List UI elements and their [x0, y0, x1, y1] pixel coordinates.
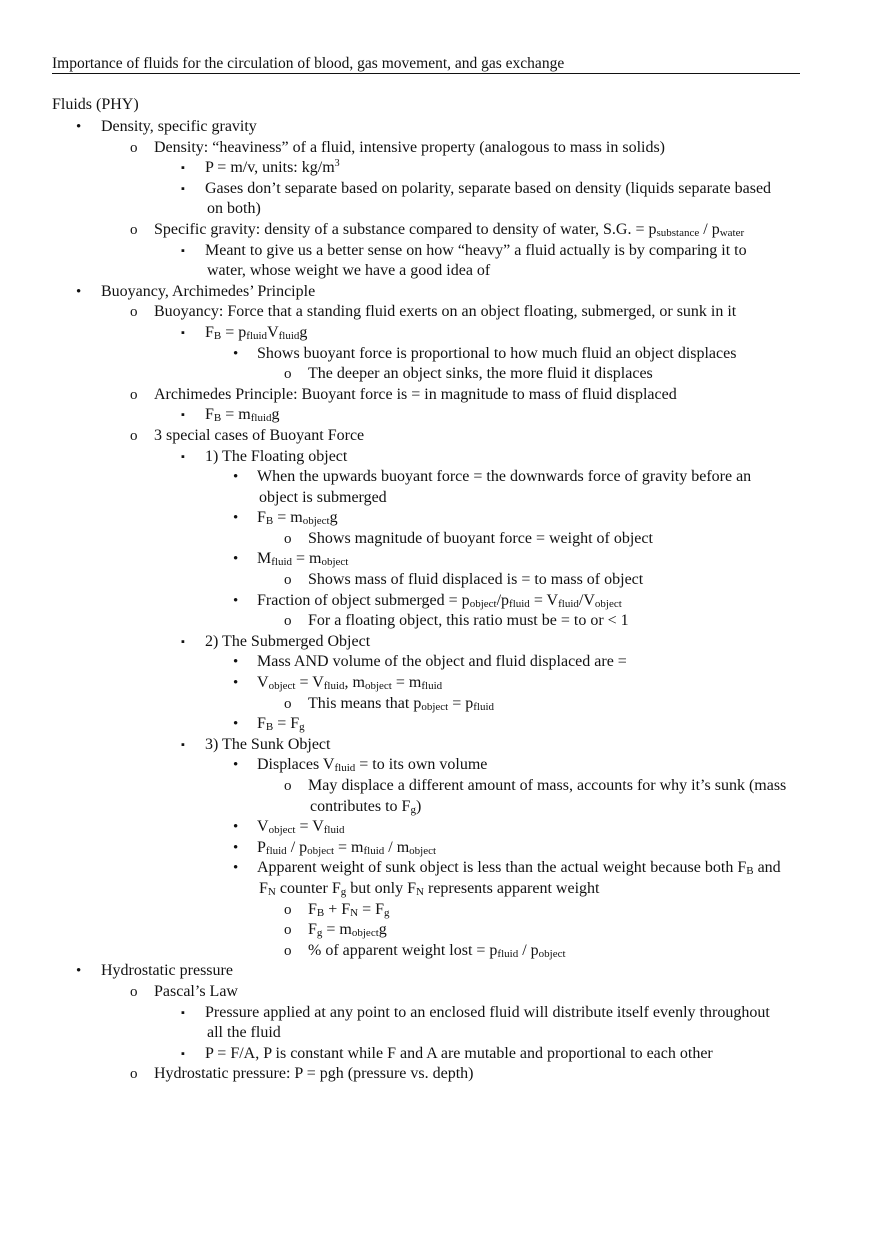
section-heading: Fluids (PHY) — [52, 96, 139, 113]
circle-marker: o — [130, 983, 138, 1000]
list-item: • $F_B = F_g$ — [233, 715, 305, 734]
bullet-marker: • — [233, 654, 239, 671]
list-item: o Archimedes Principle: Buoyant force is = in magnitude to mass of fluid displaced — [0, 385, 880, 406]
list-item: o Specific gravity: density of a substance compared to density of water, S.G. = $p_{substance} / p_{water}$ — [130, 220, 745, 239]
list-item: • $V_{object} = V_{fluid}$ — [233, 818, 345, 837]
list-item: • $F_B = m_{object}g$ — [233, 509, 338, 528]
bullet-marker: • — [233, 860, 239, 877]
list-item: • When the upwards buoyant force = the downwards force of gravity before an object is submerged — [233, 468, 752, 506]
list-item: • Mass AND volume of the object and fluid displaced are = — [0, 652, 880, 673]
circle-marker: o — [130, 139, 138, 156]
bullet-marker: • — [233, 510, 239, 527]
list-item: o Density: “heaviness” of a fluid, intensive property (analogous to mass in solids) — [0, 138, 880, 159]
list-item: ▪ Pressure applied at any point to an enclosed fluid will distribute itself evenly throughout all the fluid — [181, 1003, 770, 1042]
page-title: Importance of fluids for the circulation of blood, gas movement, and gas exchange — [52, 55, 800, 74]
list-item: o For a floating object, this ratio must be = to or < 1 — [0, 611, 880, 632]
bullet-marker: • — [76, 963, 82, 980]
bullet-marker: • — [76, 283, 82, 300]
list-item: ▪ $F_B = m_{fluid}g$ — [181, 406, 280, 425]
circle-marker: o — [130, 427, 138, 444]
bullet-marker: • — [233, 592, 239, 609]
square-marker: ▪ — [181, 1047, 185, 1060]
square-marker: ▪ — [181, 409, 185, 422]
list-item: ▪ 3) The Sunk Object — [0, 735, 880, 756]
circle-marker: o — [284, 901, 292, 918]
list-item: o $F_g = m_{object}g$ — [284, 921, 387, 940]
list-item: o % of apparent weight lost = $p_{fluid} / p_{object}$ — [284, 941, 566, 960]
list-item: o Shows magnitude of buoyant force = weight of object — [0, 529, 880, 550]
list-item: • Apparent weight of sunk object is less than the actual weight because both $F_B$ and $F_N$ counter $F_g$ but only $F_N$ represents apparent weight — [233, 859, 781, 898]
list-item: ▪ $F_B = p_{fluid}V_{fluid}g$ — [181, 323, 308, 342]
bullet-marker: • — [76, 119, 82, 135]
circle-marker: o — [130, 304, 138, 321]
list-item: o 3 special cases of Buoyant Force — [0, 426, 880, 447]
circle-marker: o — [130, 221, 138, 238]
square-marker: ▪ — [181, 738, 185, 751]
list-item: o The deeper an object sinks, the more fluid it displaces — [0, 364, 880, 385]
bullet-marker: • — [233, 675, 239, 692]
outline-list — [0, 117, 880, 1085]
square-marker: ▪ — [181, 450, 185, 463]
list-item: • Displaces $V_{fluid}$ = to its own volume — [233, 756, 488, 775]
list-item: • Hydrostatic pressure — [0, 961, 880, 982]
list-item: • Fraction of object submerged = $p_{object}/p_{fluid} = V_{fluid}/V_{object}$ — [233, 591, 622, 610]
bullet-marker: • — [233, 757, 239, 774]
circle-marker: o — [284, 942, 292, 959]
circle-marker: o — [130, 386, 138, 403]
circle-marker: o — [284, 530, 292, 547]
list-item: • $P_{fluid} / p_{object} = m_{fluid} / m_{object}$ — [233, 838, 437, 857]
bullet-marker: • — [233, 716, 239, 733]
circle-marker: o — [284, 778, 292, 794]
square-marker: ▪ — [181, 182, 185, 195]
circle-marker: o — [130, 1066, 138, 1083]
list-item: ▪ P = m/v, units: $kg/m^3$ — [0, 158, 880, 179]
list-item: o Pascal’s Law — [0, 982, 880, 1003]
list-item: • Buoyancy, Archimedes’ Principle — [0, 282, 880, 303]
list-item: ▪ Meant to give us a better sense on how “heavy” a fluid actually is by comparing it to water, whose weight we have a good idea of — [181, 241, 747, 280]
list-item: o Buoyancy: Force that a standing fluid exerts on an object floating, submerged, or sunk in it — [0, 302, 880, 323]
list-item: o Shows mass of fluid displaced is = to mass of object — [0, 570, 880, 591]
bullet-marker: • — [233, 819, 239, 836]
list-item: • Density, specific gravity — [0, 117, 880, 138]
bullet-marker: • — [233, 345, 239, 362]
bullet-marker: • — [233, 839, 239, 856]
bullet-marker: • — [233, 469, 239, 486]
circle-marker: o — [284, 695, 292, 712]
list-item: o May displace a different amount of mass, accounts for why it’s sunk (mass contributes to $F_g$) — [284, 777, 787, 816]
list-item: • Shows buoyant force is proportional to how much fluid an object displaces — [0, 344, 880, 365]
circle-marker: o — [284, 922, 292, 939]
list-item: ▪ P = F/A, P is constant while F and A are mutable and proportional to each other — [0, 1044, 880, 1065]
square-marker: ▪ — [181, 1006, 185, 1019]
circle-marker: o — [284, 613, 292, 630]
square-marker: ▪ — [181, 326, 185, 339]
list-item: ▪ 1) The Floating object — [0, 447, 880, 468]
bullet-marker: • — [233, 551, 239, 568]
list-item: • $M_{fluid} = m_{object}$ — [233, 550, 349, 569]
list-item: ▪ 2) The Submerged Object — [0, 632, 880, 653]
list-item: ▪ Gases don’t separate based on polarity, separate based on density (liquids separate based on both) — [181, 179, 772, 218]
circle-marker: o — [284, 366, 292, 383]
square-marker: ▪ — [181, 244, 185, 257]
square-marker: ▪ — [181, 162, 185, 175]
list-item: o This means that $p_{object} = p_{fluid}$ — [284, 694, 495, 713]
list-item: o Hydrostatic pressure: P = pgh (pressure vs. depth) — [0, 1064, 880, 1085]
circle-marker: o — [284, 572, 292, 589]
list-item: o $F_B + F_N = F_g$ — [284, 900, 390, 919]
square-marker: ▪ — [181, 635, 185, 648]
list-item: • $V_{object} = V_{fluid}$, $m_{object} = m_{fluid}$ — [233, 674, 443, 693]
